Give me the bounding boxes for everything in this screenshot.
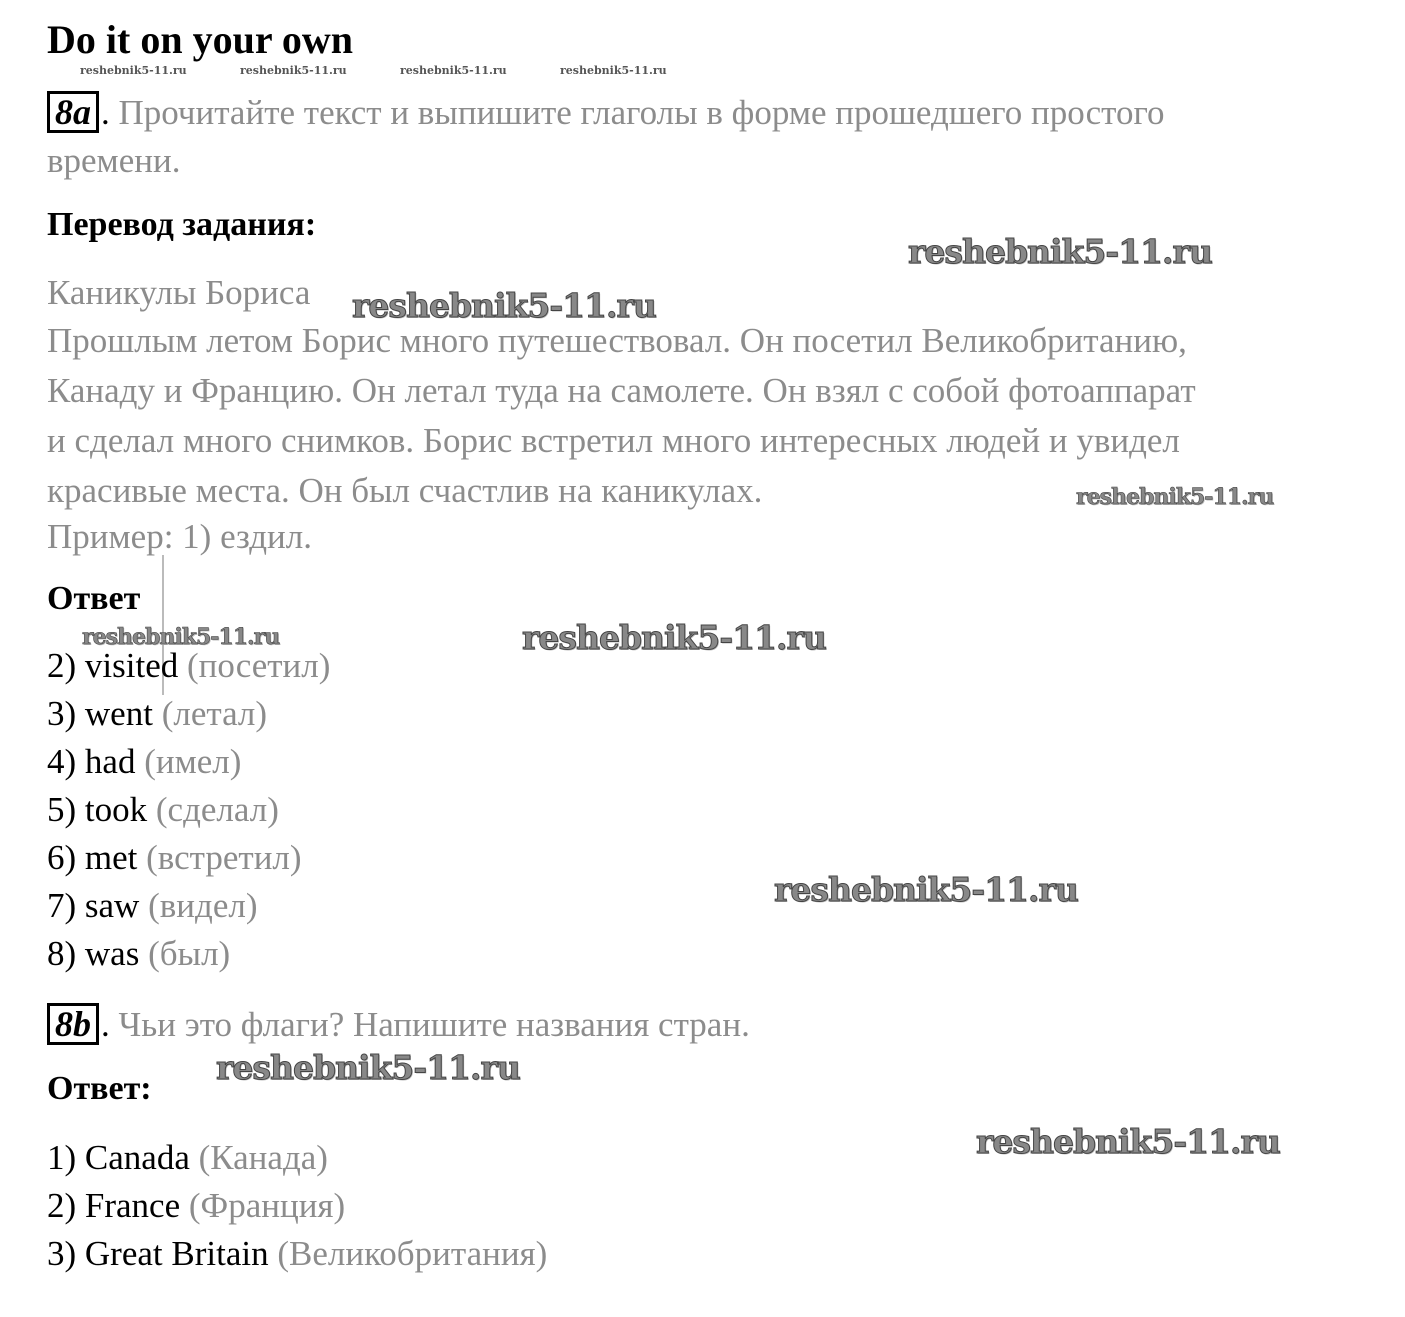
- answer-num: 1): [47, 1138, 77, 1177]
- answer-row: [47, 690, 267, 738]
- answer-num: 7): [47, 886, 77, 925]
- watermark: reshebnik5-11.ru: [976, 1122, 1280, 1161]
- answer-en: France: [84, 1186, 181, 1225]
- answer-num: 3): [47, 694, 77, 733]
- watermark: reshebnik5-11.ru: [352, 286, 656, 325]
- task-a-instruction-line1: Прочитайте текст и выпишите глаголы в форме прошедшего простого: [118, 93, 1165, 132]
- example-text: Пример: 1) ездил.: [47, 517, 312, 556]
- answer-num: 3): [47, 1234, 77, 1273]
- task-a-label: 8a: [47, 91, 99, 133]
- answer-row: [47, 834, 302, 882]
- answer-heading-b: Ответ:: [47, 1070, 152, 1107]
- task-a-instruction-line2: времени.: [47, 141, 181, 180]
- answer-ru: (имел): [144, 742, 242, 781]
- task-b-dot: .: [101, 1005, 110, 1044]
- watermark: reshebnik5-11.ru: [774, 870, 1078, 909]
- answer-ru: (видел): [148, 886, 258, 925]
- answer-row: [47, 1230, 547, 1278]
- story-line-4: красивые места. Он был счастлив на каникулах.: [47, 471, 763, 510]
- answer-ru: (посетил): [186, 646, 331, 685]
- page-title: Do it on your own: [47, 17, 353, 62]
- task-a-dot: .: [101, 93, 110, 132]
- answer-num: 6): [47, 838, 77, 877]
- answer-heading-a: Ответ: [47, 580, 141, 617]
- small-watermark-4: reshebnik5-11.ru: [560, 64, 667, 77]
- answer-row: [47, 738, 241, 786]
- answer-row: [47, 1134, 328, 1182]
- story-line-2: Канаду и Францию. Он летал туда на самолете. Он взял с собой фотоаппарат: [47, 371, 1196, 410]
- answer-ru: (Канада): [198, 1138, 328, 1177]
- task-b-label: 8b: [47, 1003, 99, 1045]
- answer-en: took: [84, 790, 148, 829]
- answer-ru: (летал): [161, 694, 268, 733]
- answer-row: [47, 1182, 345, 1230]
- answer-ru: (был): [148, 934, 231, 973]
- watermark: reshebnik5-11.ru: [908, 232, 1212, 271]
- answer-en: had: [84, 742, 136, 781]
- answer-num: 5): [47, 790, 77, 829]
- answer-ru: (встретил): [146, 838, 302, 877]
- answer-row: [47, 930, 230, 978]
- small-watermark-2: reshebnik5-11.ru: [240, 64, 347, 77]
- small-watermark-3: reshebnik5-11.ru: [400, 64, 507, 77]
- answer-num: 2): [47, 1186, 77, 1225]
- answer-ru: (сделал): [155, 790, 279, 829]
- answer-en: Great Britain: [84, 1234, 269, 1273]
- answer-en: went: [84, 694, 153, 733]
- answer-en: was: [84, 934, 140, 973]
- watermark: reshebnik5-11.ru: [216, 1048, 520, 1087]
- watermark: reshebnik5-11.ru: [82, 624, 280, 650]
- answer-en: met: [84, 838, 138, 877]
- watermark: reshebnik5-11.ru: [1076, 484, 1274, 510]
- answer-row: [47, 882, 257, 930]
- task-a-instruction: [47, 88, 1164, 137]
- answer-ru: (Великобритания): [277, 1234, 548, 1273]
- answer-num: 4): [47, 742, 77, 781]
- story-title: Каникулы Бориса: [47, 273, 311, 312]
- task-b-instruction: [47, 1000, 750, 1049]
- answer-en: Canada: [84, 1138, 190, 1177]
- answer-num: 2): [47, 646, 77, 685]
- small-watermark-1: reshebnik5-11.ru: [80, 64, 187, 77]
- answer-en: saw: [84, 886, 140, 925]
- story-line-3: и сделал много снимков. Борис встретил много интересных людей и увидел: [47, 421, 1180, 460]
- task-b-instruction-text: Чьи это флаги? Напишите названия стран.: [118, 1005, 750, 1044]
- answer-ru: (Франция): [188, 1186, 346, 1225]
- story-line-1: Прошлым летом Борис много путешествовал. Он посетил Великобританию,: [47, 321, 1187, 360]
- answer-row: [47, 786, 279, 834]
- answer-num: 8): [47, 934, 77, 973]
- answer-en: visited: [84, 646, 179, 685]
- watermark: reshebnik5-11.ru: [522, 618, 826, 657]
- translation-heading: Перевод задания:: [47, 206, 317, 243]
